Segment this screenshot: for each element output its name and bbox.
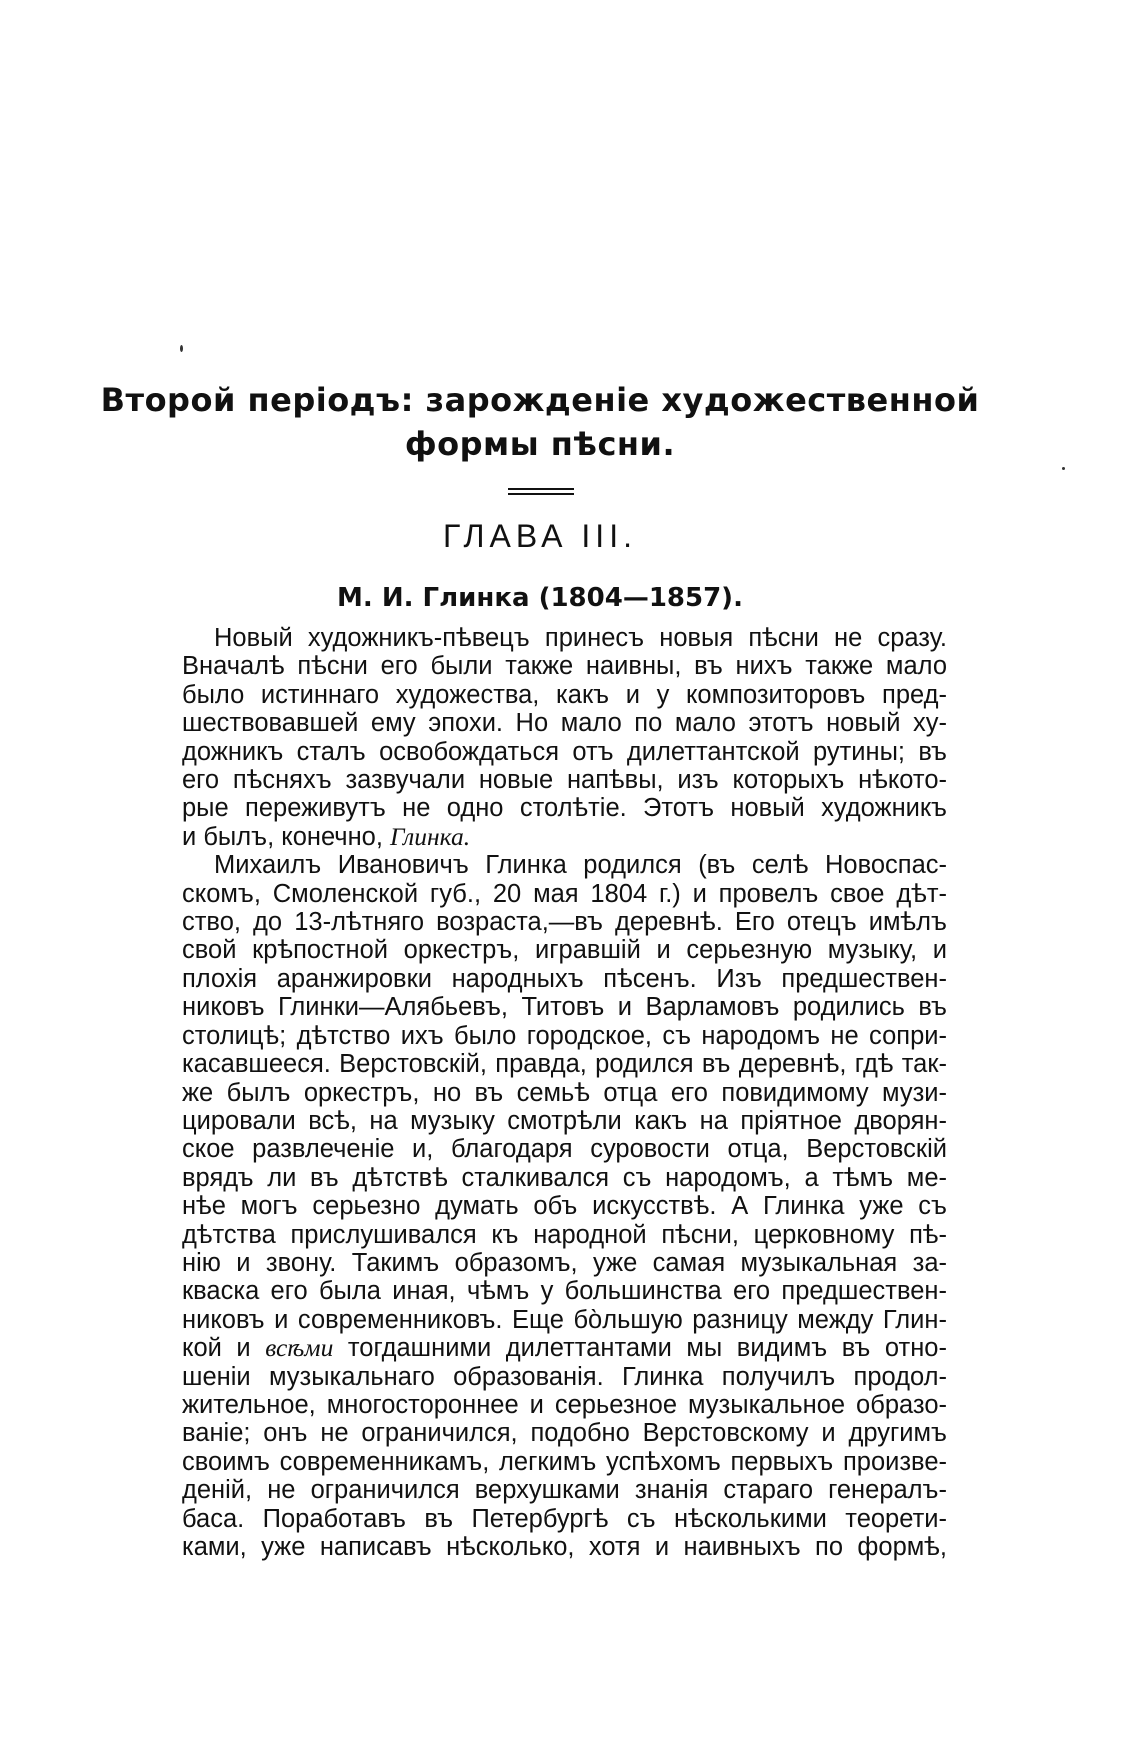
scan-speck (1062, 467, 1065, 470)
text-line: цировали всѣ, на музыку смотрѣли какъ на пріятное дворян- (182, 1106, 947, 1135)
part-title (0, 378, 1080, 466)
text-line: Вначалѣ пѣсни его были также наивны, въ нихъ также мало (182, 652, 947, 681)
separator-rule-top (508, 488, 574, 490)
text-line: нѣе могъ серьезно думать объ искусствѣ. А Глинка уже съ (182, 1192, 947, 1221)
text-line: шествовавшей ему эпохи. Но мало по мало этотъ новый ху- (182, 709, 947, 738)
text-line: дѣтства прислушивался къ народной пѣсни, церковному пѣ- (182, 1220, 947, 1249)
text-line: плохія аранжировки народныхъ пѣсенъ. Изъ предшествен- (182, 964, 947, 993)
text-line: дожникъ сталъ освобождаться отъ дилеттантской рутины; въ (182, 737, 947, 766)
text-line: ками, уже написавъ нѣсколько, хотя и наивныхъ по формѣ, (182, 1533, 947, 1561)
emphasized-word: всѣми (265, 1334, 334, 1363)
emphasized-name: Глинка. (390, 822, 471, 851)
text-line: баса. Поработавъ въ Петербургѣ съ нѣсколькими теорети- (182, 1504, 947, 1533)
chapter-heading: ГЛАВА III. (443, 518, 637, 554)
text-line: никовъ и современниковъ. Еще бо̀льшую разницу между Глин- (182, 1305, 947, 1334)
part-title-line-2: формы пѣсни. (404, 425, 676, 463)
text-line: Михаилъ Ивановичъ Глинка родился (въ селѣ Новоспас- (214, 851, 947, 880)
text-line: касавшееся. Верстовскій, правда, родился въ деревнѣ, гдѣ так- (182, 1050, 947, 1079)
text-line: ваніе; онъ не ограничился, подобно Верстовскому и другимъ (182, 1419, 947, 1448)
text-line: деній, не ограничился верхушками знанія стараго генералъ- (182, 1476, 947, 1505)
text-line: скомъ, Смоленской губ., 20 мая 1804 г.) и провелъ свое дѣт- (182, 879, 947, 908)
text-line: было истиннаго художества, какъ и у композиторовъ пред- (182, 680, 947, 709)
separator-rule-bottom (508, 493, 574, 495)
text-line: же былъ оркестръ, но въ семьѣ отца его повидимому музи- (182, 1078, 947, 1107)
text-line: свой крѣпостной оркестръ, игравшій и серьезную музыку, и (182, 936, 947, 965)
text-line: Новый художникъ-пѣвецъ принесъ новыя пѣсни не сразу. (214, 624, 947, 652)
text-line: врядъ ли въ дѣтствѣ сталкивался съ народомъ, а тѣмъ ме- (182, 1163, 947, 1192)
text-fragment: тогдашними дилеттантами мы видимъ въ отно- (333, 1334, 947, 1363)
chapter-subject: М. И. Глинка (1804—1857). (337, 583, 743, 613)
text-line: своимъ современникамъ, легкимъ успѣхомъ первыхъ произве- (182, 1447, 947, 1476)
text-line: ское развлеченіе и, благодаря суровости отца, Верстовскій (182, 1135, 947, 1164)
text-line: его пѣсняхъ зазвучали новые напѣвы, изъ которыхъ нѣкото- (182, 766, 947, 795)
text-line: рые переживутъ не одно столѣтіе. Этотъ новый художникъ (182, 794, 947, 823)
text-line (182, 1334, 947, 1362)
text-line: нію и звону. Такимъ образомъ, уже самая музыкальная за- (182, 1248, 947, 1277)
text-line (182, 823, 947, 851)
text-line: столицѣ; дѣтство ихъ было городское, съ народомъ не сопри- (182, 1021, 947, 1050)
text-line: никовъ Глинки—Алябьевъ, Титовъ и Варламовъ родились въ (182, 993, 947, 1022)
scan-speck (180, 345, 183, 352)
text-line: ство, до 13-лѣтняго возраста,—въ деревнѣ. Его отецъ имѣлъ (182, 908, 947, 937)
text-line: жительное, многостороннее и серьезное музыкальное образо- (182, 1390, 947, 1419)
body-text (182, 624, 947, 1561)
text-fragment: и былъ, конечно, (182, 822, 391, 851)
part-title-line-1: Второй періодъ: зарожденіе художественной (100, 381, 980, 419)
text-line: шеніи музыкальнаго образованія. Глинка получилъ продол- (182, 1362, 947, 1391)
text-fragment: кой и (182, 1334, 266, 1363)
text-line: кваска его была иная, чѣмъ у большинства его предшествен- (182, 1277, 947, 1306)
